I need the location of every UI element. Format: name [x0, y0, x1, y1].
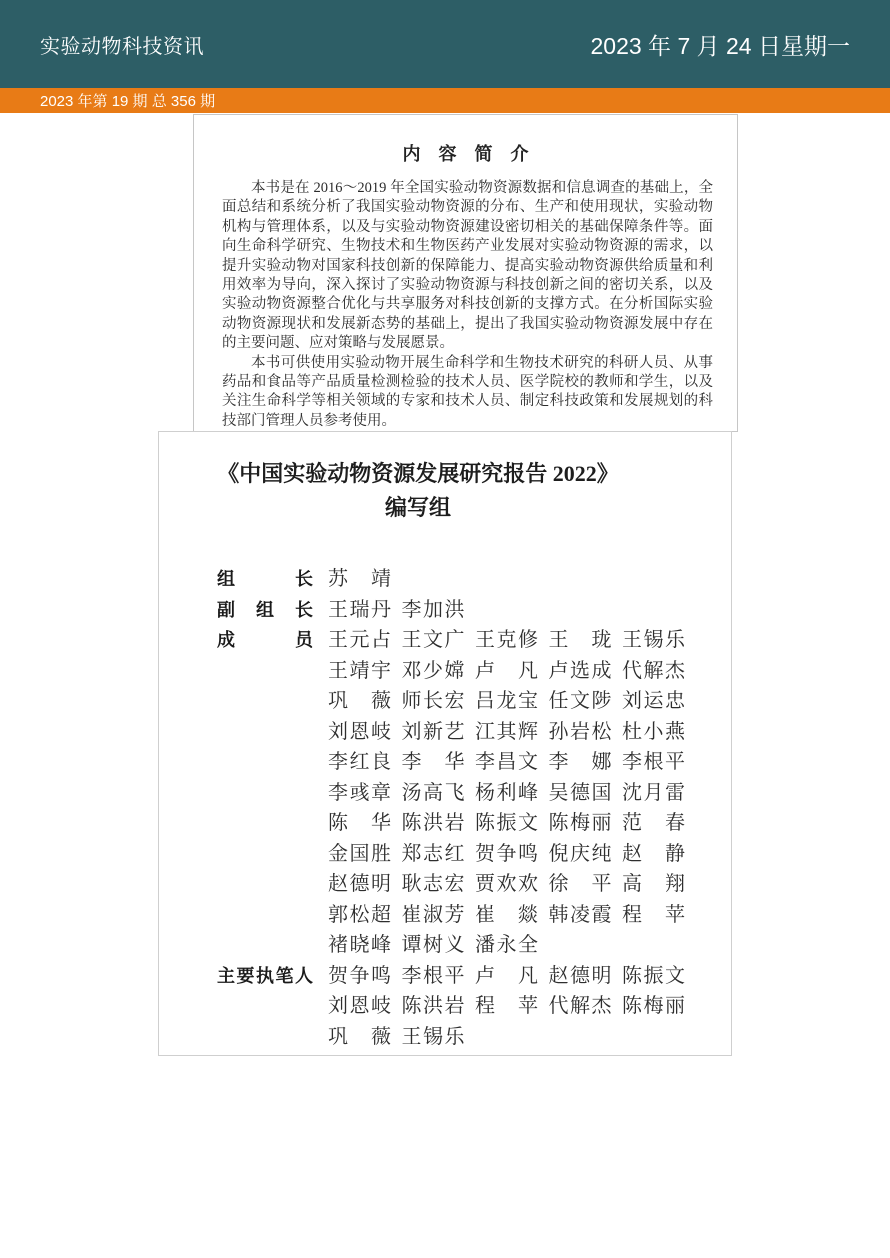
header-date: 2023 年 7 月 24 日星期一 [590, 32, 850, 59]
member-name: 郑志红 [401, 842, 465, 865]
member-name: 巩 薇 [328, 1025, 391, 1048]
issue-number-text: 2023 年第 19 期 总 356 期 [40, 93, 216, 110]
roster-row [217, 656, 731, 687]
site-header [0, 0, 890, 88]
roster-row [217, 747, 731, 778]
member-name: 范 春 [622, 812, 685, 834]
roster-row [217, 961, 731, 992]
roster-row [217, 808, 731, 839]
member-name: 陈梅丽 [622, 995, 685, 1017]
intro-paragraph-2: 本书可供使用实验动物开展生命科学和生物技术研究的科研人员、从事药品和食品等产品质量检测检验的技术人员、医学院校的教师和学生，以及关注生命科学等相关领域的专家和技术人员、制定科技政策和发展规划的科技部门管理人员参考使用。 [222, 354, 713, 429]
member-name: 赵 静 [622, 842, 685, 865]
member-name: 潘永全 [475, 934, 538, 956]
report-title [159, 457, 677, 525]
member-name: 沈月雷 [622, 781, 685, 804]
scanned-page-intro [193, 114, 738, 432]
member-name: 师长宏 [401, 690, 465, 712]
roster-label: 副组长 [217, 599, 313, 620]
roster-row [217, 717, 731, 748]
member-name: 汤高飞 [401, 781, 465, 804]
roster-row [217, 1022, 731, 1053]
member-name: 王瑞丹 [328, 598, 391, 621]
member-name: 吴德国 [548, 781, 612, 804]
member-name: 郭松超 [328, 903, 391, 926]
member-name: 卢选成 [548, 659, 612, 682]
roster [217, 564, 731, 1052]
member-name: 金国胜 [328, 842, 391, 865]
member-name: 李昌文 [475, 751, 538, 773]
member-name: 赵德明 [328, 873, 391, 895]
roster-row [217, 625, 731, 656]
member-name: 徐 平 [548, 873, 612, 895]
issue-bar [0, 88, 890, 113]
member-name: 李根平 [401, 964, 465, 987]
member-name: 杜小燕 [622, 720, 685, 743]
member-name: 任文陟 [548, 690, 612, 712]
member-name: 王锡乐 [622, 629, 685, 651]
member-name: 韩凌霞 [548, 903, 612, 926]
member-name: 陈 华 [328, 812, 391, 834]
member-name: 代解杰 [548, 995, 612, 1017]
scanned-page-editorial-group [158, 431, 732, 1056]
member-name: 耿志宏 [401, 873, 465, 895]
intro-body [222, 179, 713, 431]
member-name: 卢 凡 [475, 964, 538, 987]
member-name: 刘恩岐 [328, 720, 391, 743]
roster-row [217, 991, 731, 1022]
member-name: 孙岩松 [548, 720, 612, 743]
member-name: 褚晓峰 [328, 934, 391, 956]
roster-row [217, 900, 731, 931]
site-title: 实验动物科技资讯 [40, 35, 204, 58]
member-name: 陈振文 [475, 812, 538, 834]
roster-row [217, 930, 731, 961]
member-name: 王 珑 [548, 629, 612, 651]
member-name: 邓少嫦 [401, 659, 465, 682]
member-name: 赵德明 [548, 964, 612, 987]
member-name: 巩 薇 [328, 690, 391, 712]
member-name: 杨利峰 [475, 781, 538, 804]
roster-row [217, 686, 731, 717]
roster-row [217, 839, 731, 870]
member-name: 李红良 [328, 751, 391, 773]
member-name: 吕龙宝 [475, 690, 538, 712]
member-name: 崔 燚 [475, 903, 538, 926]
member-name: 高 翔 [622, 873, 685, 895]
intro-paragraph-1: 本书是在 2016～2019 年全国实验动物资源数据和信息调查的基础上，全面总结和系统分析了我国实验动物资源的分布、生产和使用现状，实验动物机构与管理体系，以及与实验动物资源建设密切相关的基础保障条件等。面向生命科学研究、生物技术和生物医药产业发展对实验动物资源的需求，以提升实验动物对国家科技创新的保障能力、提高实验动物资源供给质量和利用效率为导向，深入探讨了实验动物资源与科技创新之间的密切关系，以及实验动物资源整合优化与共享服务对科技创新的支撑方式。在分析国际实验动物资源现状和发展新态势的基础上，提出了我国实验动物资源发展中存在的主要问题、应对策略与发展愿景。 [222, 180, 713, 352]
member-name: 陈洪岩 [401, 995, 465, 1017]
member-name: 李加洪 [401, 598, 465, 621]
roster-row [217, 869, 731, 900]
member-name: 李 华 [401, 751, 465, 773]
member-name: 王克修 [475, 629, 538, 651]
member-name: 陈梅丽 [548, 812, 612, 834]
roster-label: 主要执笔人 [217, 965, 313, 986]
member-name: 王元占 [328, 629, 391, 651]
member-name: 李根平 [622, 751, 685, 773]
roster-label: 组长 [217, 569, 313, 589]
member-name: 江其辉 [475, 720, 538, 743]
member-name: 程 苹 [622, 903, 685, 926]
member-name: 陈洪岩 [401, 812, 465, 834]
report-title-line2: 编写组 [384, 495, 451, 520]
member-name: 苏 靖 [328, 568, 391, 590]
member-name: 王文广 [401, 629, 465, 651]
member-name: 刘新艺 [401, 720, 465, 743]
roster-row [217, 595, 731, 626]
member-name: 程 苹 [475, 995, 538, 1017]
member-name: 陈振文 [622, 964, 685, 987]
member-name: 谭树义 [401, 934, 465, 956]
roster-row [217, 778, 731, 809]
member-name: 李 娜 [548, 751, 612, 773]
member-name: 王锡乐 [401, 1025, 465, 1048]
member-name: 刘恩岐 [328, 995, 391, 1017]
member-name: 代解杰 [622, 659, 685, 682]
member-name: 贺争鸣 [475, 842, 538, 865]
member-name: 贾欢欢 [475, 873, 538, 895]
member-name: 贺争鸣 [328, 964, 391, 987]
roster-row [217, 564, 731, 595]
member-name: 倪庆纯 [548, 842, 612, 865]
member-name: 崔淑芳 [401, 903, 465, 926]
member-name: 李彧章 [328, 781, 391, 804]
intro-title: 内 容 简 介 [402, 144, 529, 164]
member-name: 卢 凡 [475, 659, 538, 682]
report-title-line1: 《中国实验动物资源发展研究报告 2022》 [217, 461, 619, 486]
member-name: 刘运忠 [622, 690, 685, 712]
member-name: 王靖宇 [328, 659, 391, 682]
roster-label: 成员 [217, 630, 313, 650]
